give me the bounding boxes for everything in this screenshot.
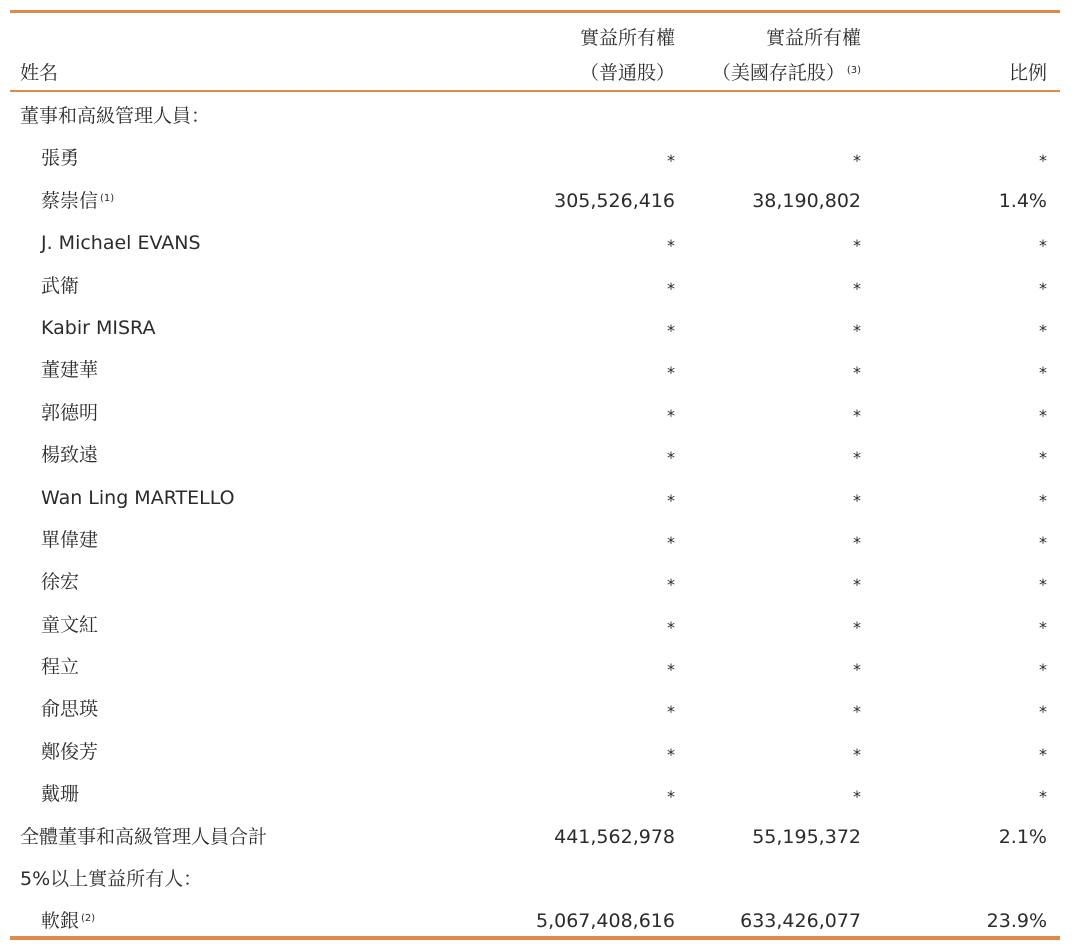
- holder-name-text: 俞思瑛: [41, 698, 99, 721]
- ads-value: *: [853, 448, 861, 468]
- ads-value: *: [853, 320, 861, 340]
- ads-value: *: [853, 151, 861, 171]
- table-row: [10, 646, 1060, 688]
- holder-name: [41, 486, 235, 510]
- percent-value: *: [1039, 490, 1047, 510]
- holder-name-text: Kabir MISRA: [41, 316, 156, 339]
- table-row: [10, 392, 1060, 434]
- ads-value: *: [853, 660, 861, 680]
- percent-value: *: [1039, 320, 1047, 340]
- holder-name-text: 張勇: [41, 147, 80, 170]
- holder-name-text: 郭德明: [41, 401, 99, 424]
- table-row: [10, 307, 1060, 349]
- percent-value: *: [1039, 532, 1047, 552]
- ads-value: *: [853, 405, 861, 425]
- percent-value: 23.9%: [986, 910, 1047, 933]
- holder-name-text: 單偉建: [41, 528, 99, 551]
- holder-name: [41, 655, 79, 679]
- holder-name-text: Wan Ling MARTELLO: [41, 486, 235, 509]
- ads-value: *: [853, 490, 861, 510]
- ads-value: 38,190,802: [752, 189, 861, 212]
- total-percent: 2.1%: [998, 825, 1047, 848]
- section-directors: [10, 95, 1060, 137]
- holder-name-text: 武衛: [41, 274, 80, 297]
- table-row: [10, 137, 1060, 179]
- percent-value: *: [1039, 236, 1047, 256]
- section-major: [10, 858, 1060, 900]
- header-name: 姓名: [20, 62, 59, 84]
- holder-name: [41, 316, 155, 340]
- table-row: [10, 773, 1060, 815]
- holder-name-text: 鄭俊芳: [41, 740, 99, 763]
- holder-name: [41, 146, 79, 170]
- ads-value: *: [853, 575, 861, 595]
- table-row: [10, 265, 1060, 307]
- holder-name: [41, 443, 98, 467]
- common-shares-value: *: [667, 660, 675, 680]
- table-body: [10, 95, 1060, 943]
- percent-value: *: [1039, 702, 1047, 722]
- holder-name: [41, 740, 98, 764]
- holder-name: [41, 570, 79, 594]
- percent-value: *: [1039, 787, 1047, 807]
- ads-value: *: [853, 744, 861, 764]
- top-rule: [10, 10, 1060, 13]
- total-row: [10, 816, 1060, 858]
- common-shares-value: 5,067,408,616: [535, 910, 675, 933]
- percent-value: *: [1039, 744, 1047, 764]
- holder-name: [41, 231, 201, 255]
- holder-name: [41, 358, 98, 382]
- percent-value: *: [1039, 151, 1047, 171]
- table-row: [10, 349, 1060, 391]
- total-ads: 55,195,372: [752, 825, 861, 848]
- footnote-ref: (2): [81, 913, 96, 925]
- holder-name-text: 董建華: [41, 359, 99, 382]
- holder-name: [41, 697, 98, 721]
- header-col3: 比例: [1008, 62, 1047, 84]
- header-col1-line1: 實益所有權: [579, 27, 675, 49]
- holder-name: [41, 528, 98, 552]
- table-row: [10, 222, 1060, 264]
- common-shares-value: *: [667, 278, 675, 298]
- holder-name-text: J. Michael EVANS: [41, 232, 201, 255]
- percent-value: *: [1039, 617, 1047, 637]
- header-col2-line1: 實益所有權: [765, 27, 861, 49]
- common-shares-value: *: [667, 702, 675, 722]
- section-title: 5%以上實益所有人：: [20, 868, 203, 891]
- header-col2-text: （美國存託股）: [711, 62, 845, 84]
- common-shares-value: *: [667, 490, 675, 510]
- percent-value: 1.4%: [998, 189, 1047, 212]
- footnote-ref: (1): [100, 192, 115, 204]
- total-common-shares: 441,562,978: [554, 825, 675, 848]
- table-row: [10, 434, 1060, 476]
- common-shares-value: *: [667, 617, 675, 637]
- header-rule: [10, 90, 1060, 92]
- common-shares-value: 305,526,416: [554, 189, 675, 212]
- ads-value: *: [853, 278, 861, 298]
- holder-name-text: 軟銀: [41, 910, 80, 933]
- holder-name: [41, 189, 114, 213]
- table-row: [10, 519, 1060, 561]
- holder-name: [41, 613, 98, 637]
- ads-value: *: [853, 363, 861, 383]
- ads-value: 633,426,077: [740, 910, 861, 933]
- percent-value: *: [1039, 363, 1047, 383]
- holder-name-text: 童文紅: [41, 613, 99, 636]
- table-row: [10, 561, 1060, 603]
- holder-name: [41, 401, 98, 425]
- common-shares-value: *: [667, 575, 675, 595]
- percent-value: *: [1039, 278, 1047, 298]
- common-shares-value: *: [667, 744, 675, 764]
- holder-name: [41, 274, 79, 298]
- holder-name-text: 蔡崇信: [41, 189, 99, 212]
- header-col2-line2: [712, 62, 861, 84]
- section-title: 董事和高級管理人員：: [20, 105, 211, 127]
- percent-value: *: [1039, 405, 1047, 425]
- table-row: [10, 180, 1060, 222]
- ads-value: *: [853, 617, 861, 637]
- header-col1-line2: （普通股）: [579, 62, 675, 84]
- common-shares-value: *: [667, 405, 675, 425]
- ads-value: *: [853, 236, 861, 256]
- director-list: [10, 137, 1060, 815]
- common-shares-value: *: [667, 236, 675, 256]
- common-shares-value: *: [667, 363, 675, 383]
- holder-name: [41, 782, 79, 806]
- holder-name-text: 徐宏: [41, 571, 80, 594]
- ads-value: *: [853, 532, 861, 552]
- holder-name-text: 程立: [41, 656, 80, 679]
- common-shares-value: *: [667, 787, 675, 807]
- ownership-table: [10, 10, 1060, 942]
- header-col2-note: (3): [846, 65, 861, 76]
- ads-value: *: [853, 787, 861, 807]
- holder-name-text: 楊致遠: [41, 444, 99, 467]
- table-row: [10, 604, 1060, 646]
- total-label: 全體董事和高級管理人員合計: [20, 825, 268, 848]
- holder-name-text: 戴珊: [41, 783, 80, 806]
- percent-value: *: [1039, 660, 1047, 680]
- common-shares-value: *: [667, 448, 675, 468]
- bottom-rule: [10, 936, 1060, 940]
- holder-name: [41, 909, 95, 933]
- ads-value: *: [853, 702, 861, 722]
- table-row: [10, 731, 1060, 773]
- percent-value: *: [1039, 448, 1047, 468]
- common-shares-value: *: [667, 320, 675, 340]
- table-row: [10, 477, 1060, 519]
- percent-value: *: [1039, 575, 1047, 595]
- common-shares-value: *: [667, 532, 675, 552]
- common-shares-value: *: [667, 151, 675, 171]
- table-row: [10, 688, 1060, 730]
